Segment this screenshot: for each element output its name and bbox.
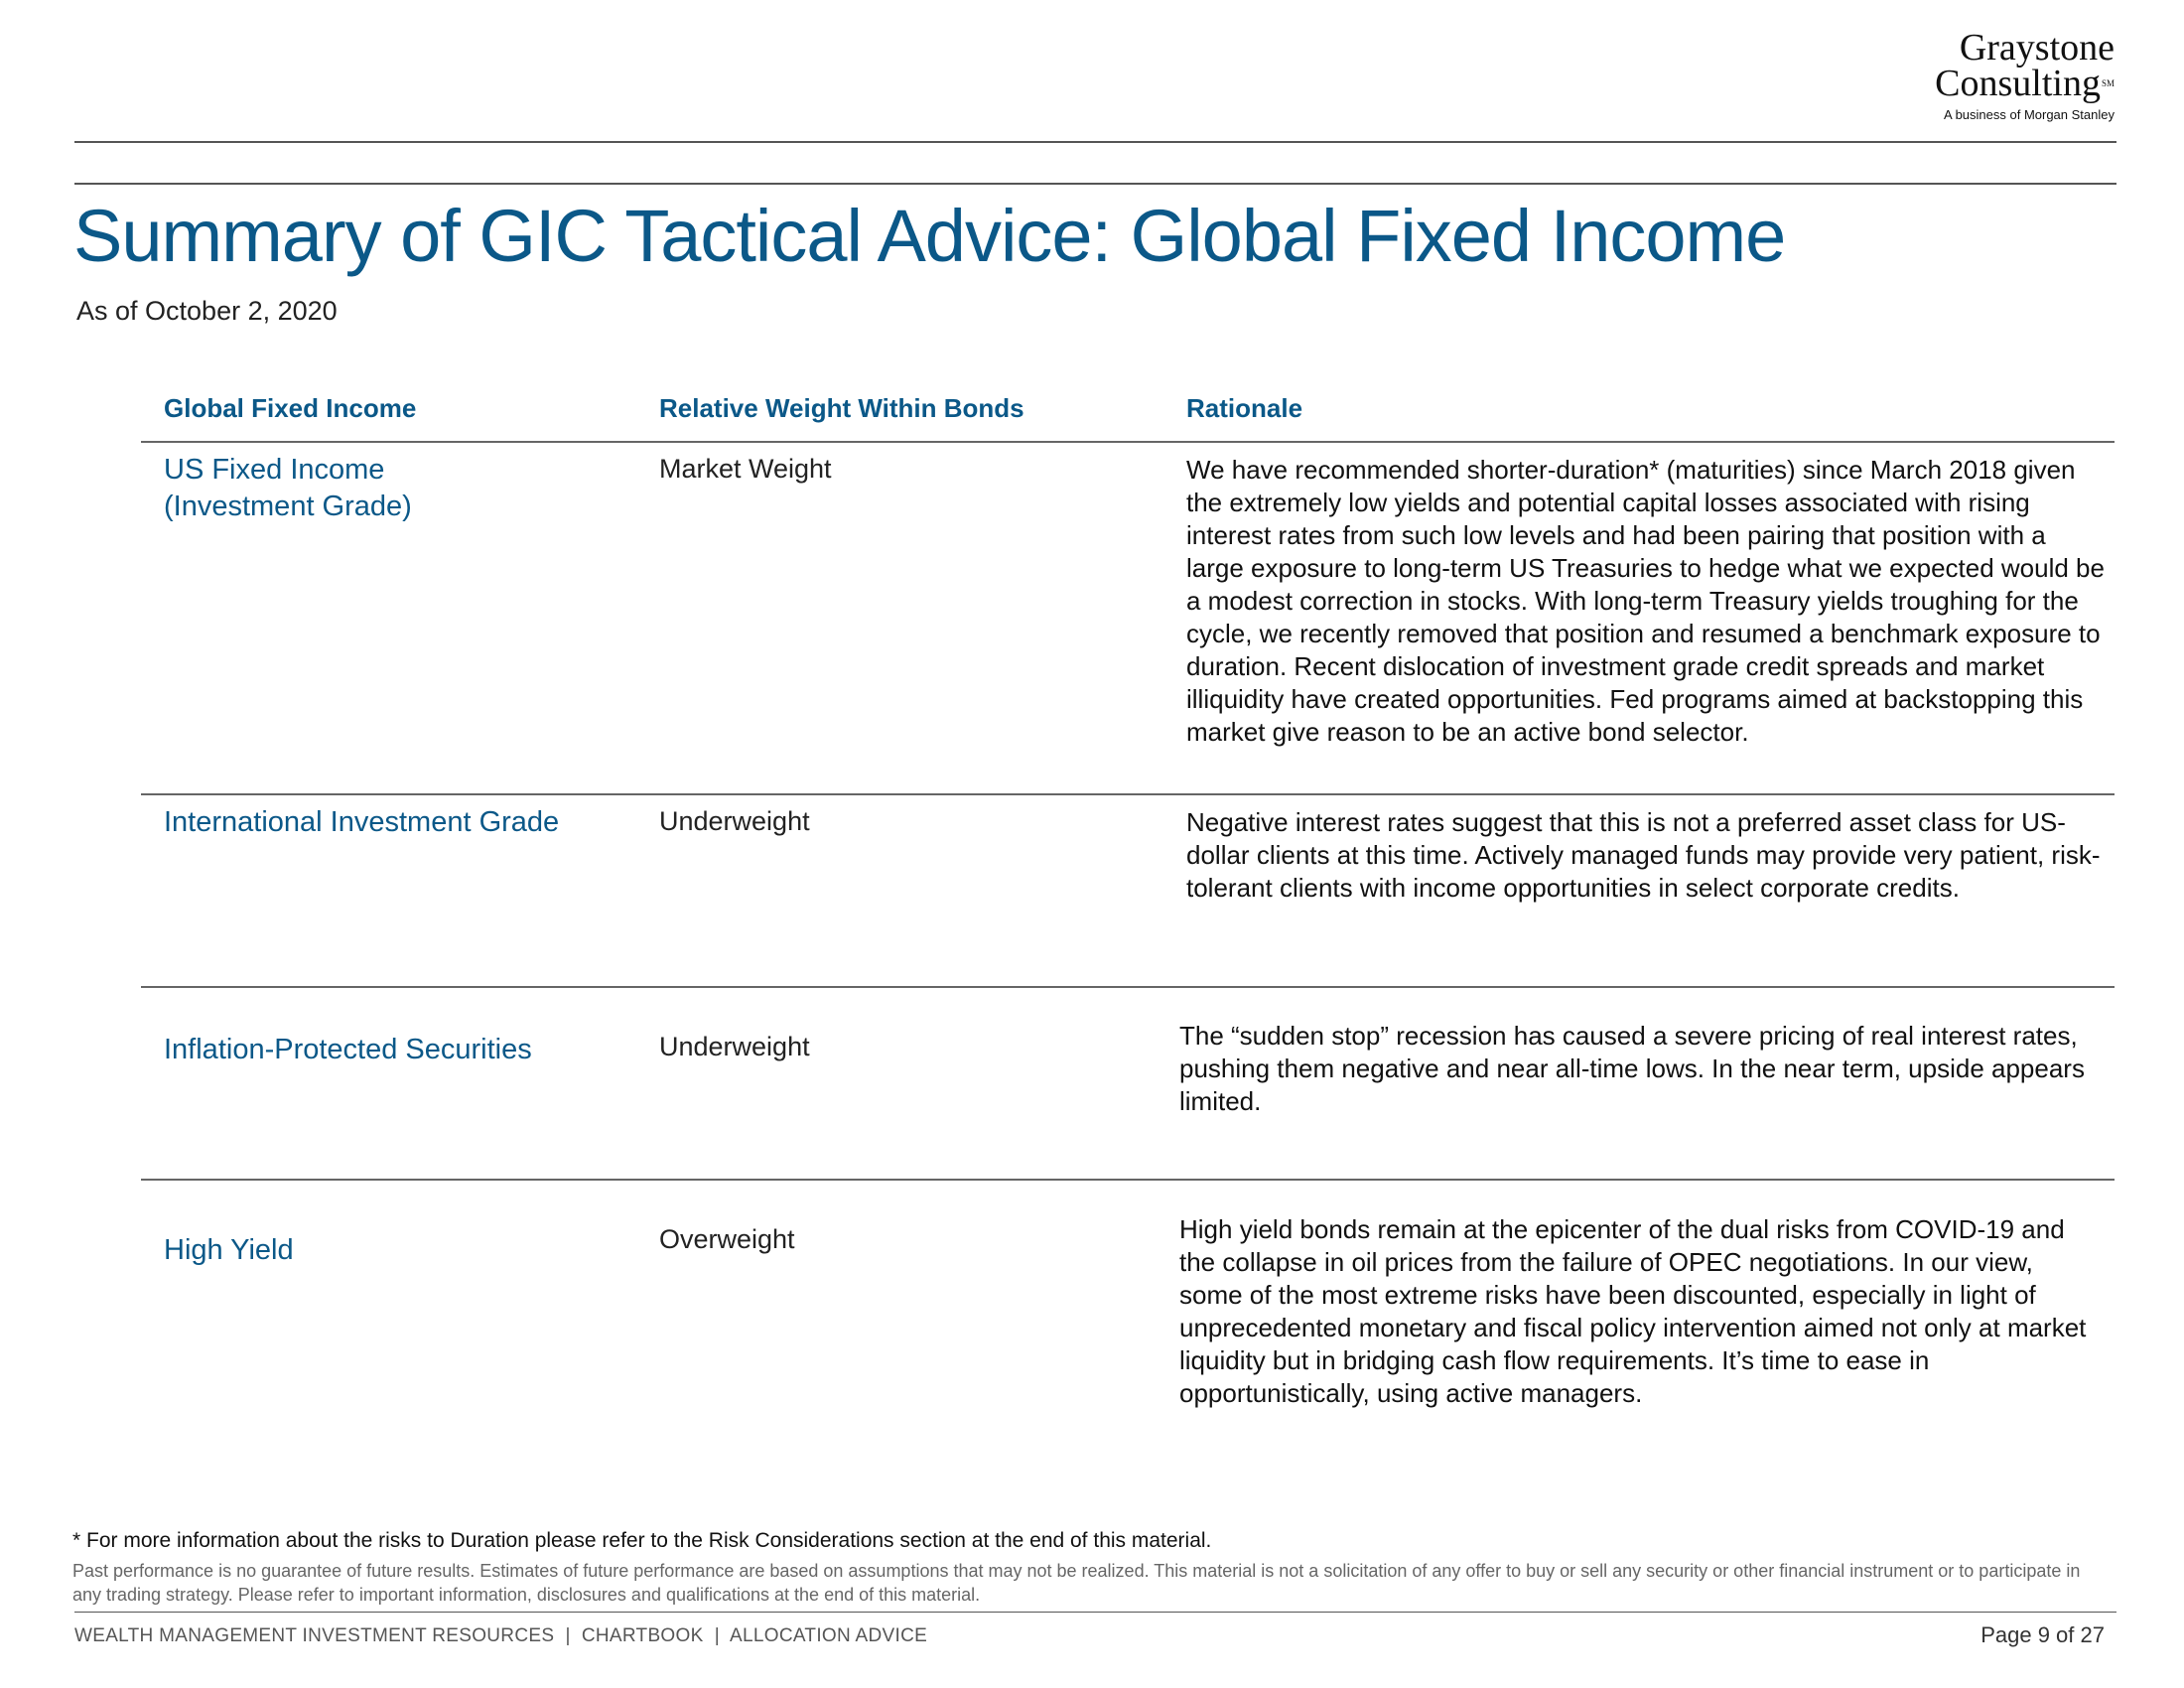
row-name-high-yield: High Yield <box>164 1234 294 1266</box>
footer-breadcrumb: WEALTH MANAGEMENT INVESTMENT RESOURCES | CHARTBOOK | ALLOCATION ADVICE <box>74 1625 928 1646</box>
row-name-us-fixed-income: US Fixed Income (Investment Grade) <box>164 454 412 522</box>
footer-rule <box>74 1612 2116 1613</box>
header-rationale: Rationale <box>1186 393 1303 423</box>
row-rule-3 <box>141 1179 2115 1181</box>
title-rule <box>74 183 2116 185</box>
row-weight-high-yield: Overweight <box>659 1224 795 1254</box>
row-rationale-international-ig: Negative interest rates suggest that this is not a preferred asset class for US-dollar clients at this time. Actively managed funds may provide very patient, risk-tolerant clients with income opportunities in select corporate credits. <box>1186 807 2101 903</box>
row-rationale-us-fixed-income: We have recommended shorter-duration* (maturities) since March 2018 given the extremely low yields and potential capital losses associated with rising interest rates from such low levels and had been pairing that position with a large exposure to long-term US Treasuries to hedge what we expected would be a modest correction in stocks. With long-term Treasury yields troughing for the cycle, we recently removed that position and resumed a benchmark exposure to duration. Recent dislocation of investment grade credit spreads and market illiquidity have created opportunities. Fed programs aimed at backstopping this market give reason to be an active bond selector. <box>1186 455 2105 747</box>
header-asset-class: Global Fixed Income <box>164 393 417 423</box>
as-of-date: As of October 2, 2020 <box>76 296 338 326</box>
row-rationale-high-yield: High yield bonds remain at the epicenter of the dual risks from COVID-19 and the collapse in oil prices from the failure of OPEC negotiations. In our view, some of the most extreme risks have been discounted, especially in light of unprecedented monetary and fiscal policy intervention aimed not only at market liquidity but in bridging cash flow requirements. It’s time to ease in opportunistically, using active managers. <box>1179 1214 2087 1408</box>
row-name-inflation-protected: Inflation-Protected Securities <box>164 1034 532 1065</box>
header-relative-weight: Relative Weight Within Bonds <box>659 393 1024 423</box>
page-title: Summary of GIC Tactical Advice: Global Fixed Income <box>73 195 1786 277</box>
graystone-logo <box>1817 27 2115 122</box>
row-rule-2 <box>141 986 2115 988</box>
page-number: Page 9 of 27 <box>1980 1622 2105 1647</box>
row-weight-us-fixed-income: Market Weight <box>659 454 832 484</box>
row-rationale-inflation-protected: The “sudden stop” recession has caused a severe pricing of real interest rates, pushing them negative and near all-time lows. In the near term, upside appears limited. <box>1179 1021 2085 1116</box>
service-mark: SM <box>2101 78 2115 88</box>
header-rule <box>141 441 2115 443</box>
duration-footnote: * For more information about the risks to Duration please refer to the Risk Considerations section at the end of this material. <box>72 1529 1212 1552</box>
logo-tagline: A business of Morgan Stanley <box>1944 107 2115 122</box>
disclaimer: Past performance is no guarantee of future results. Estimates of future performance are based on assumptions that may not be realized. This material is not a solicitation of any offer to buy or sell any security or other financial instrument or to participate in any trading strategy. Please refer to important information, disclosures and qualifications at the end of this material. <box>72 1561 2081 1605</box>
logo-line-2: Consulting℠ <box>1935 63 2115 104</box>
row-rule-1 <box>141 793 2115 795</box>
row-weight-international-ig: Underweight <box>659 806 810 836</box>
top-rule <box>74 141 2116 143</box>
row-weight-inflation-protected: Underweight <box>659 1032 810 1061</box>
logo-line-1: Graystone <box>1959 27 2115 69</box>
row-name-international-ig: International Investment Grade <box>164 806 560 838</box>
